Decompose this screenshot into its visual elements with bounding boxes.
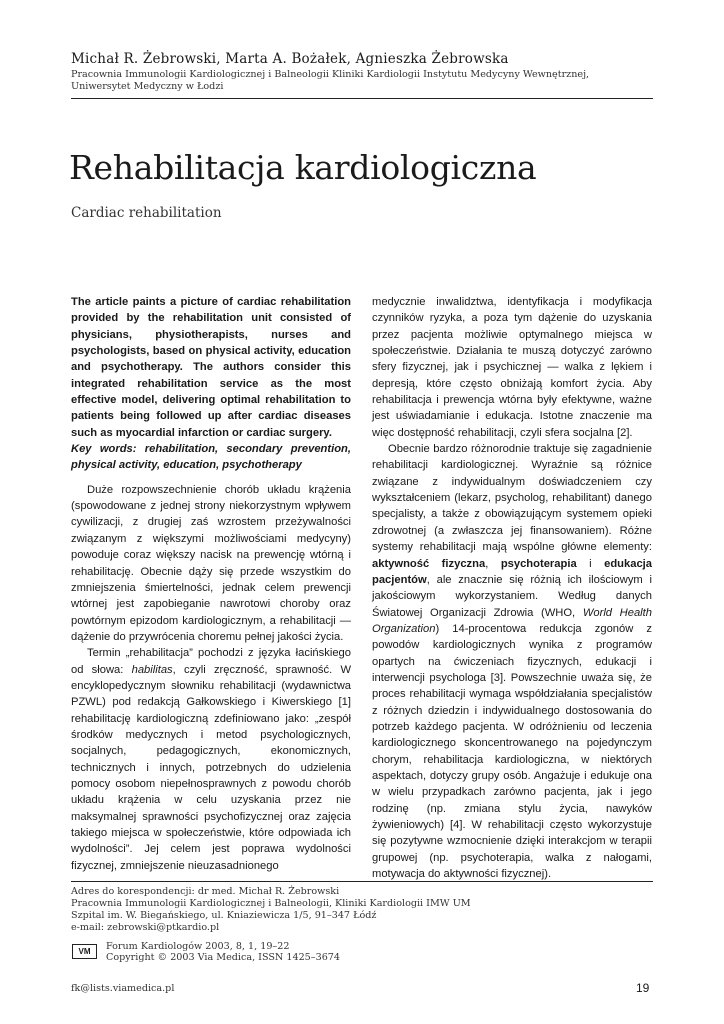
abstract: The article paints a picture of cardiac rehabilitation provided by the rehabilitation unit consisted of physicians, physiotherapists, nurses and psychologists, based on physical activity, education and psychotherapy. The authors consider this integrated rehabilitation service as the most effective model, delivering optimal rehabilitation to patients being followed up after cardiac diseases such as myocardial infarction or cardiac surgery. [71, 296, 351, 439]
correspondence-line: Pracownia Immunologii Kardiologicznej i Balneologii, Kliniki Kardiologii IMW UM [71, 898, 471, 909]
via-medica-logo-icon: VM [72, 944, 97, 959]
keywords: Key words: rehabilitation, secondary prevention, physical activity, education, psychotherapy [71, 443, 351, 472]
body-paragraph [71, 645, 351, 874]
italic-term: World Health Organization [372, 606, 652, 635]
italic-term: habilitas [131, 663, 173, 676]
text-run: i [576, 557, 605, 570]
body-paragraph [372, 441, 652, 882]
correspondence-line: e-mail: zebrowski@ptkardio.pl [71, 922, 220, 933]
body-paragraph: medycznie inwalidztwa, identyfikacja i modyfikacja czynników ryzyka, a poza tym dążenie do uzyskania przez pacjenta możliwie optymalnego miejsca w społeczeństwie. Działania te muszą dotyczyć zarówno sfery fizycznej, jak i psychicznej — walka z lękiem i depresją, które często obniżają komfort życia. Aby rehabilitacja i prewencja wtórna były efektywne, ważne jest uświadamianie i edukacja. Istotne znaczenie ma więc dostępność rehabilitacji, czyli sfera socjalna [2]. [372, 296, 652, 439]
affiliation-line: Uniwersytet Medyczny w Łodzi [71, 81, 224, 92]
bold-term: aktywność fizyczna [372, 557, 486, 570]
text-run: Termin „rehabilitacja” pochodzi z języka łacińskiego od słowa: [71, 647, 351, 676]
text-run: , czyli zręczność, sprawność. W encyklopedycznym słowniku rehabilitacji (wydawnictwa PZWL) pod redakcją Gałkowskiego i Kiwerskiego [1] rehabilitację kardiologiczną zdefiniowano jako: „zespół środków medycznych i metod psychologicznych, socjalnych, pedagogicznych, ekonomicznych, technicznych i innych, potrzebnych do udzielenia pomocy osobom niepełnosprawnych z powodu chorób układu krążenia w celu uzyskania przez nie maksymalnej sprawności psychofizycznej oraz zajęcia takiego miejsca w społeczeństwie, które odpowiada ich wydolności”. Jej celem jest poprawa wydolności fizycznej, zmniejszenie nieuzasadnionego [71, 663, 352, 872]
affiliation [71, 69, 661, 93]
footer-divider [71, 881, 653, 882]
text-run: ) 14-procentowa redukcja zgonów z powodów kardiologicznych wynika z programów opartych na ćwiczeniach fizycznych, edukacji i interwencji psychologa [3]. Powszechnie uważa się, że proces rehabilitacji wymaga współdziałania specjalistów z różnych dziedzin i indywidualnego dostosowania do potrzeb każdego pacjenta. W odróżnieniu od leczenia kardiologicznego skoncentrowanego na pojedynczym chorym, rehabilitacja kardiologiczna, w niektórych aspektach, dotyczy grupy osób. Angażuje i edukuje ona w wielu przypadkach zarówno pacjenta, jak i jego rodzinę (np. zmiana stylu życia, nawyków żywieniowych) [4]. W rehabilitacji często wykorzystuje się pozytywne wzmocnienie dzięki interakcjom w terapii grupowej (np. psychoterapia, walka z nałogami, motywacja do aktywności fizycznej). [372, 622, 652, 881]
header-divider [71, 98, 653, 99]
correspondence-line: Szpital im. W. Biegańskiego, ul. Kniaziewicza 1/5, 91–347 Łódź [71, 910, 377, 921]
page-number: 19 [636, 981, 650, 995]
journal-citation: Forum Kardiologów 2003, 8, 1, 19–22 [106, 941, 290, 952]
text-run: , ale znacznie się różnią ich ilościowym i jakościowym wykorzystaniem. Według danych Światowej Organizacji Zdrowia (WHO, [372, 573, 652, 619]
article-subtitle: Cardiac rehabilitation [71, 205, 222, 221]
bold-term: edukacja pacjentów [372, 557, 653, 586]
text-run: , [485, 557, 501, 570]
bold-term: psychoterapia [500, 557, 577, 570]
author-list: Michał R. Żebrowski, Marta A. Bożałek, Agnieszka Żebrowska [71, 51, 509, 67]
right-column [372, 294, 652, 882]
body-paragraph: Duże rozpowszechnienie chorób układu krążenia (spowodowane z jednej strony niekorzystnym wpływem cywilizacji, z drugiej zaś wzrostem przeżywalności związanym z większymi możliwościami medycyny) powoduje coraz większy nacisk na prewencję wtórną i rehabilitację. Obecnie dąży się przede wszystkim do zmniejszenia śmiertelności, jednak celem prewencji wtórnej jest zapobieganie nawrotowi choroby oraz powtórnym epizodom kardiologicznym, a rehabilitacji — dążenie do przywrócenia choremu pełnej jakości życia. [71, 483, 351, 643]
article-title: Rehabilitacja kardiologiczna [69, 148, 537, 187]
footer-email: fk@lists.viamedica.pl [71, 983, 175, 994]
affiliation-line: Pracownia Immunologii Kardiologicznej i Balneologii Kliniki Kardiologii Instytutu Medycyny Wewnętrznej, [71, 69, 590, 80]
left-column [71, 294, 351, 874]
journal-info [106, 941, 340, 963]
correspondence-address [71, 886, 471, 934]
journal-copyright: Copyright © 2003 Via Medica, ISSN 1425–3674 [106, 952, 341, 963]
text-run: Obecnie bardzo różnorodnie traktuje się zagadnienie rehabilitacji kardiologicznej. Wyraźnie są różnice związane z indywidualnym doświadczeniem czy wykształceniem (lekarz, psycholog, rehabilitant) danego specjalisty, a także z obowiązującym systemem opieki zdrowotnej (a zwłaszcza jej finansowaniem). Różne systemy rehabilitacji mają wspólne główne elementy: [372, 443, 652, 554]
correspondence-line: Adres do korespondencji: dr med. Michał R. Żebrowski [71, 886, 340, 897]
